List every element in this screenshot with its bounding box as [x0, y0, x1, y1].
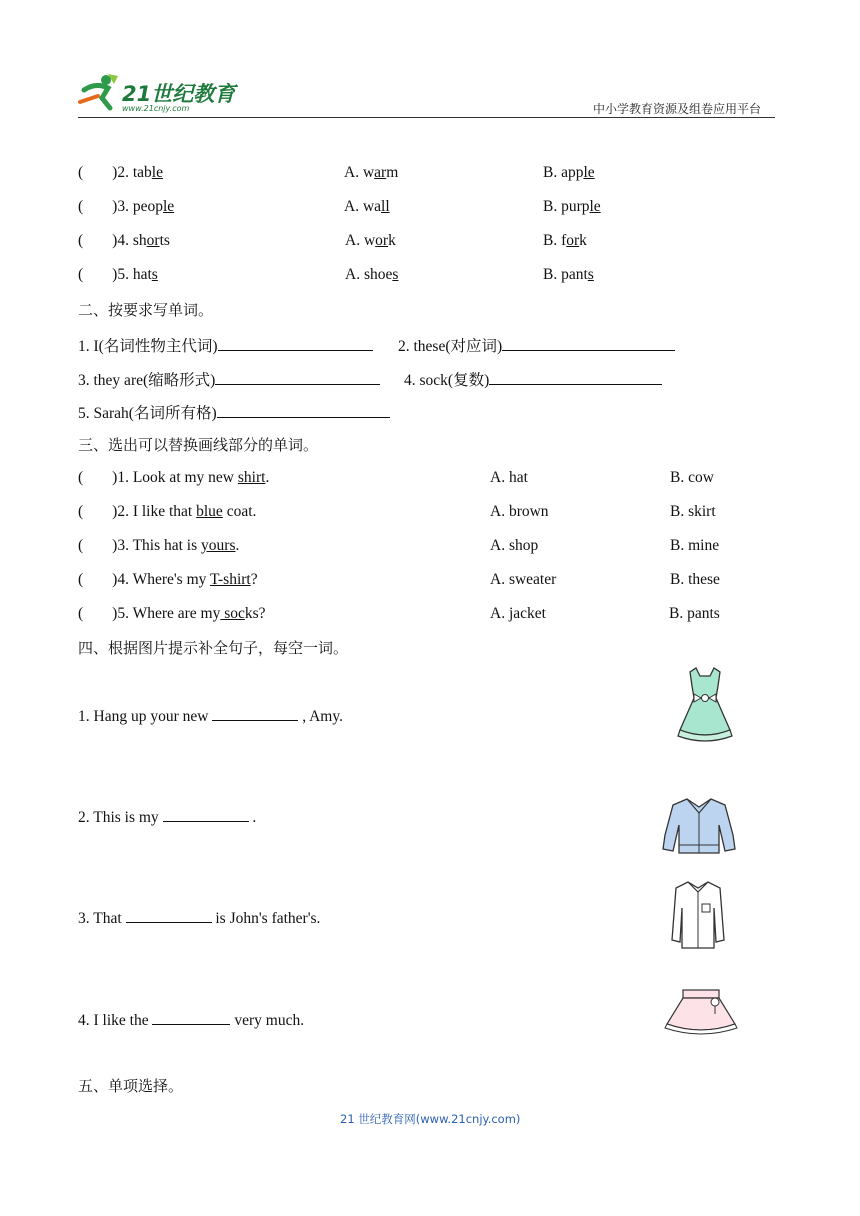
list-item: 2. This is my . [78, 809, 257, 826]
logo-url: www.21cnjy.com [122, 104, 190, 113]
option-b: B. mine [670, 537, 720, 554]
option-b: B. purple [543, 198, 601, 215]
jacket-icon [659, 795, 739, 857]
option-a: A. hat [490, 469, 528, 486]
logo-title: 21世纪教育 [122, 82, 236, 106]
list-item: ( )2. table [78, 164, 163, 181]
answer-blank[interactable] [215, 370, 380, 385]
option-b: B. these [670, 571, 720, 588]
option-a: A. shoes [345, 266, 399, 283]
list-item: ( )2. I like that blue coat. [78, 503, 257, 520]
runner-logo-icon [78, 72, 120, 112]
list-item: ( )1. Look at my new shirt. [78, 469, 270, 486]
answer-blank[interactable] [217, 403, 390, 418]
answer-blank[interactable] [489, 370, 662, 385]
option-a: A. warm [344, 164, 399, 181]
list-item: ( )4. shorts [78, 232, 170, 249]
section-title-5: 五、单项选择。 [78, 1077, 184, 1095]
option-b: B. pants [669, 605, 720, 622]
list-item: 4. I like the very much. [78, 1012, 305, 1029]
dress-icon [670, 664, 740, 746]
section-title-3: 三、选出可以替换画线部分的单词。 [78, 436, 319, 454]
list-item: ( )5. hats [78, 266, 158, 283]
list-item: 4. sock(复数) [404, 368, 662, 390]
answer-blank[interactable] [163, 807, 249, 822]
section-title-4: 四、根据图片提示补全句子，每空一词。 [78, 639, 349, 657]
list-item: 2. these(对应词) [398, 334, 675, 356]
option-a: A. wall [344, 198, 390, 215]
option-a: A. sweater [490, 571, 557, 588]
option-a: A. shop [490, 537, 539, 554]
skirt-icon [661, 984, 741, 1036]
list-item: ( )5. Where are my socks? [78, 605, 266, 622]
list-item: 3. That is John's father's. [78, 910, 321, 927]
header-rule [78, 117, 775, 118]
answer-blank[interactable] [152, 1010, 230, 1025]
answer-blank[interactable] [126, 908, 212, 923]
footer-text: 21 世纪教育网(www.21cnjy.com) [340, 1112, 521, 1126]
list-item: 1. Hang up your new , Amy. [78, 708, 343, 725]
list-item: ( )3. people [78, 198, 175, 215]
answer-blank[interactable] [502, 336, 675, 351]
platform-name: 中小学教育资源及组卷应用平台 [593, 102, 762, 116]
shirt-icon [670, 878, 726, 950]
option-b: B. cow [670, 469, 714, 486]
header-logo [78, 72, 238, 114]
list-item: ( )4. Where's my T-shirt? [78, 571, 258, 588]
list-item: 3. they are(缩略形式) [78, 368, 380, 390]
answer-blank[interactable] [218, 336, 373, 351]
option-a: A. brown [490, 503, 549, 520]
option-b: B. pants [543, 266, 594, 283]
section-title-2: 二、按要求写单词。 [78, 301, 214, 319]
option-a: A. work [345, 232, 396, 249]
list-item: ( )3. This hat is yours. [78, 537, 240, 554]
list-item: 5. Sarah(名词所有格) [78, 401, 390, 423]
option-b: B. apple [543, 164, 595, 181]
list-item: 1. I(名词性物主代词) [78, 334, 373, 356]
option-b: B. skirt [670, 503, 716, 520]
answer-blank[interactable] [212, 706, 298, 721]
option-b: B. fork [543, 232, 587, 249]
option-a: A. jacket [490, 605, 546, 622]
